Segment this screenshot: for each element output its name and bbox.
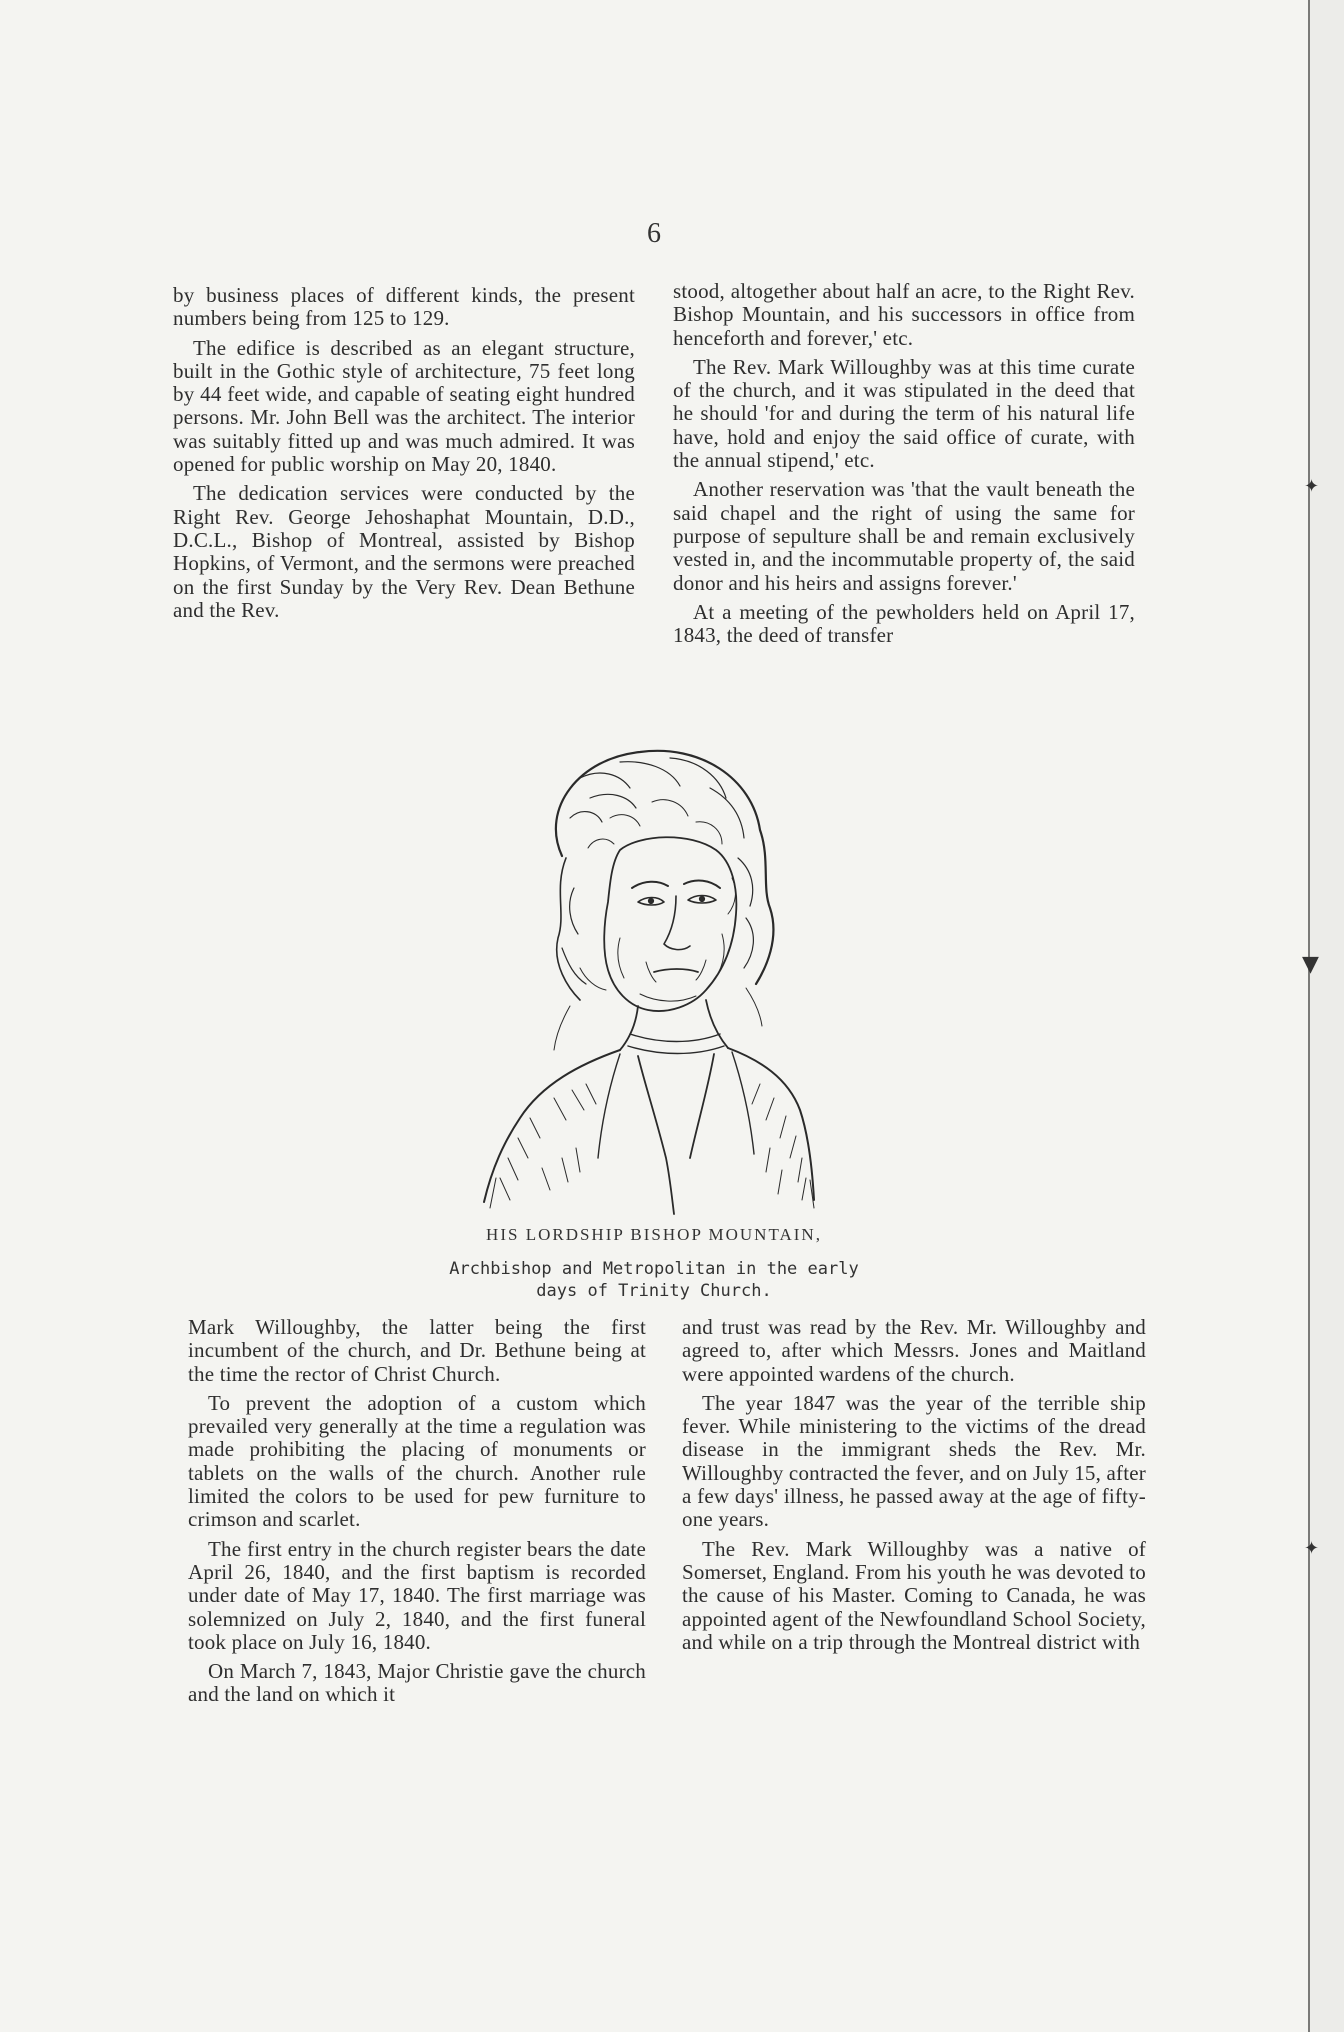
scan-speck: ✦	[1304, 476, 1320, 497]
paragraph: and trust was read by the Rev. Mr. Willoughby and agreed to, after which Messrs. Jones and Maitland were appointed wardens of the church.	[682, 1315, 1146, 1386]
page-number: 6	[647, 218, 661, 249]
paragraph: Another reservation was 'that the vault beneath the said chapel and the right of using the same for purpose of sepulture shall be and remain exclusively vested in, and the incommutable property of, the said donor and his heirs and assigns forever.'	[673, 477, 1135, 595]
portrait-caption-title: HIS LORDSHIP BISHOP MOUNTAIN,	[486, 1225, 822, 1244]
paragraph: The first entry in the church register bears the date April 26, 1840, and the first baptism is recorded under date of May 17, 1840. The first marriage was solemnized on July 2, 1840, and the first funeral took place on July 16, 1840.	[188, 1536, 646, 1654]
paragraph: The edifice is described as an elegant structure, built in the Gothic style of architecture, 75 feet long by 44 feet wide, and capable of seating eight hundred persons. Mr. John Bell was the architect. The interior was suitably fitted up and was much admired. It was opened for public worship on May 20, 1840.	[173, 335, 635, 477]
top-right-column	[673, 280, 1135, 653]
paragraph: stood, altogether about half an acre, to the Right Rev. Bishop Mountain, and his successors in office from henceforth and forever,' etc.	[673, 279, 1135, 350]
caption-line: Archbishop and Metropolitan in the early	[449, 1259, 859, 1279]
scan-speck: ▼	[1302, 952, 1319, 977]
adjacent-page-edge	[1310, 0, 1344, 2032]
portrait-caption-subtitle	[0, 1258, 1308, 1302]
paragraph: The dedication services were conducted by the Right Rev. George Jehoshaphat Mountain, D.D., D.C.L., Bishop of Montreal, assisted by Bishop Hopkins, of Vermont, and the sermons were preached on the first Sunday by the Very Rev. Dean Bethune and the Rev.	[173, 481, 635, 622]
paragraph: To prevent the adoption of a custom which prevailed very generally at the time a regulation was made prohibiting the placing of monuments or tablets on the walls of the church. Another rule limited the colors to be used for pew furniture to crimson and scarlet.	[188, 1390, 646, 1532]
scan-speck: ✦	[1304, 1538, 1320, 1559]
bishop-portrait-engraving	[470, 738, 830, 1218]
paragraph: Mark Willoughby, the latter being the first incumbent of the church, and Dr. Bethune being at the time the rector of Christ Church.	[188, 1315, 646, 1386]
caption-line: days of Trinity Church.	[536, 1281, 772, 1301]
top-left-column	[173, 284, 635, 628]
paragraph: The year 1847 was the year of the terrible ship fever. While ministering to the victims of the dread disease in the immigrant sheds the Rev. Mr. Willoughby contracted the fever, and on July 15, after a few days' illness, he passed away at the age of fifty-one years.	[682, 1390, 1146, 1532]
paragraph: The Rev. Mark Willoughby was at this time curate of the church, and it was stipulated in the deed that he should 'for and during the term of his natural life have, hold and enjoy the said office of curate, with the annual stipend,' etc.	[673, 354, 1135, 473]
bottom-left-column	[188, 1316, 646, 1713]
paragraph: The Rev. Mark Willoughby was a native of Somerset, England. From his youth he was devoted to the cause of his Master. Coming to Canada, he was appointed agent of the Newfoundland School Society, and while on a trip through the Montreal district with	[682, 1536, 1146, 1654]
paragraph: At a meeting of the pewholders held on April 17, 1843, the deed of transfer	[673, 599, 1135, 648]
bottom-right-column	[682, 1316, 1146, 1660]
paragraph: On March 7, 1843, Major Christie gave the church and the land on which it	[188, 1659, 646, 1707]
paragraph: by business places of different kinds, the present numbers being from 125 to 129.	[173, 283, 635, 331]
